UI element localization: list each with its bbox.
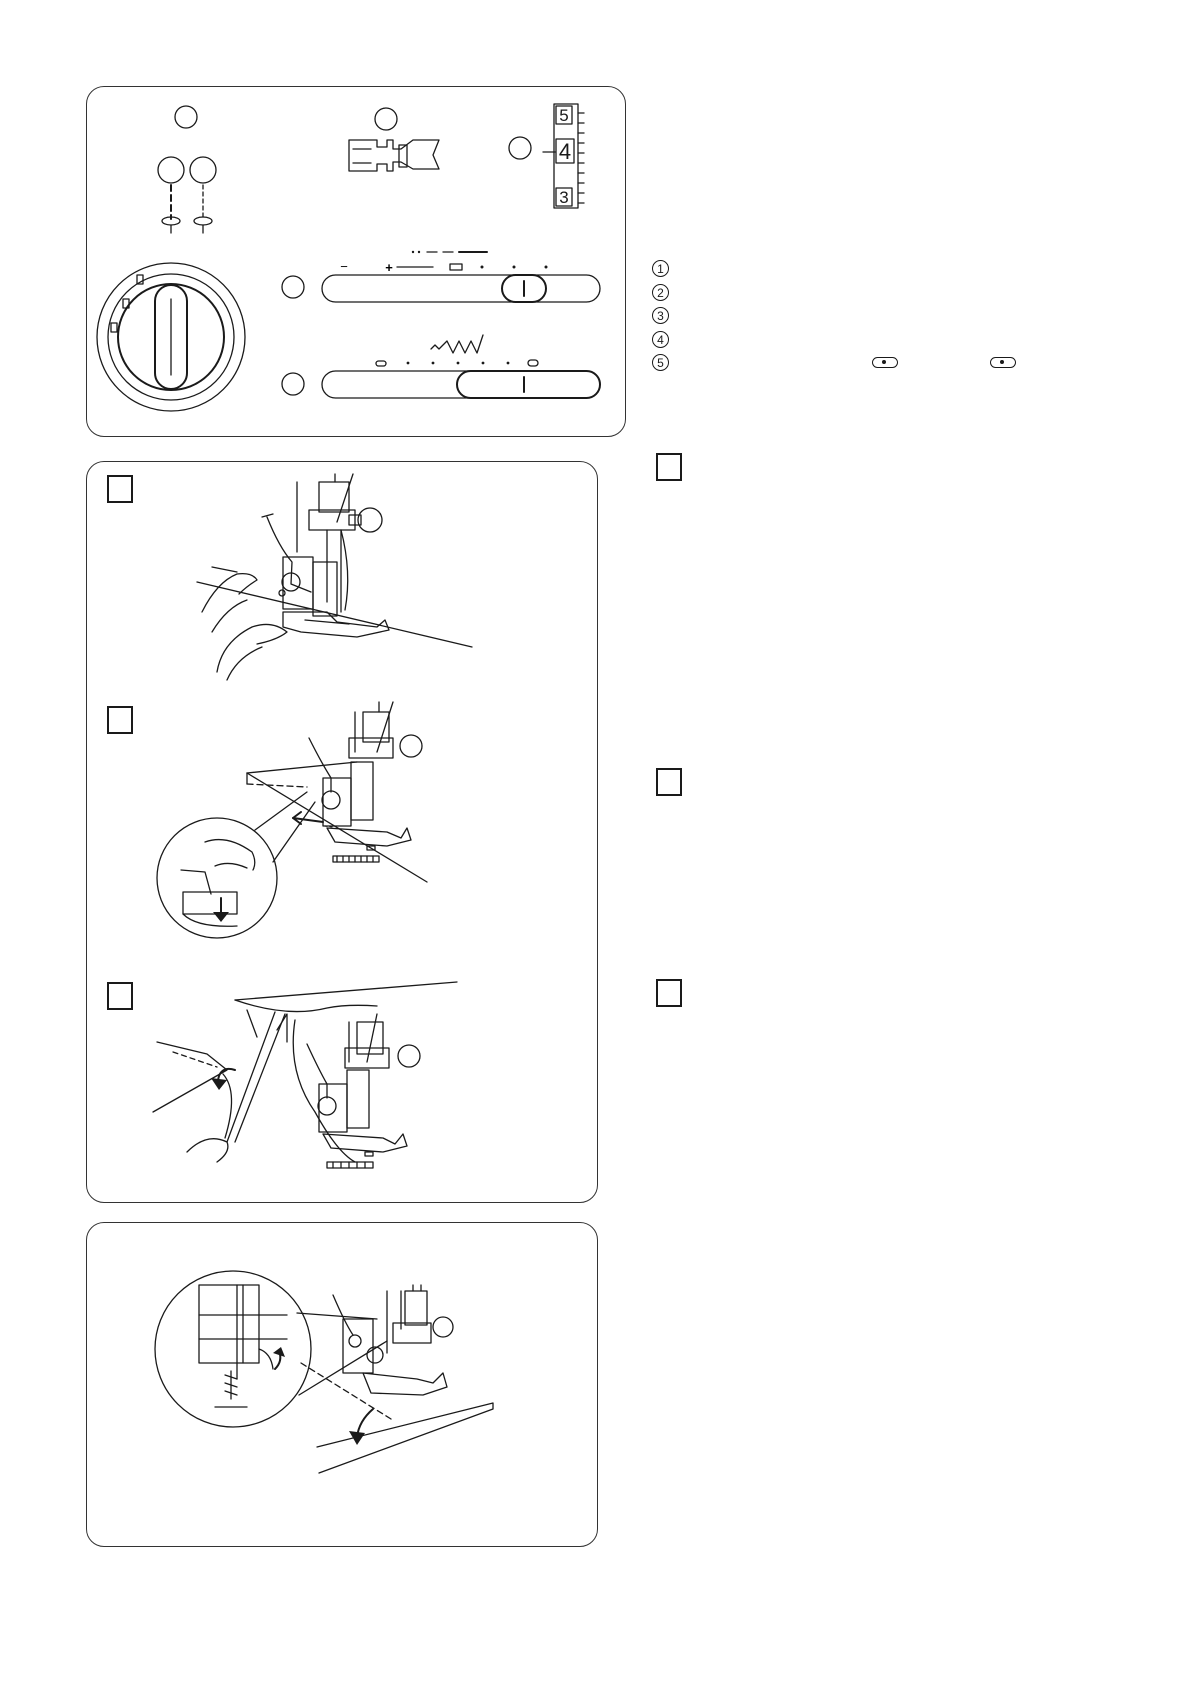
length-minus-label: − <box>340 259 348 274</box>
callout-circle-width <box>282 373 304 395</box>
step-box-1 <box>656 453 682 481</box>
legend-number: 5 <box>652 354 669 371</box>
thread-cutter-icon <box>153 982 457 1162</box>
length-plus-label: + <box>385 260 393 275</box>
callout-circle-2 <box>375 108 397 130</box>
legend-number: 1 <box>652 260 669 277</box>
pressure-digit-5: 5 <box>559 106 569 125</box>
stitch-length-slider-icon <box>322 251 600 302</box>
settings-illustration <box>87 87 625 436</box>
needle-zoom-icon <box>155 1271 387 1427</box>
legend-number: 4 <box>652 331 669 348</box>
legend-item <box>652 305 1052 329</box>
needle-left-position-icon <box>990 357 1016 368</box>
steps-panel <box>86 461 598 1203</box>
stitch-pattern-dial-icon <box>97 263 245 411</box>
sewing-steps-illustration <box>87 462 597 1202</box>
figure-box-1 <box>107 475 133 503</box>
legend-number: 3 <box>652 307 669 324</box>
needle-position-icon <box>162 185 212 233</box>
hands-icon <box>202 574 287 680</box>
callout-circle-3 <box>509 137 531 159</box>
presser-foot-icon <box>197 474 472 647</box>
presser-pressure-scale <box>543 104 584 208</box>
legend-item <box>652 258 1052 282</box>
legend-list <box>652 258 1052 376</box>
needle-left-position-icon <box>872 357 898 368</box>
corner-illustration <box>87 1223 597 1546</box>
pressure-digit-4: 4 <box>558 139 572 164</box>
callout-circle-length <box>282 276 304 298</box>
corner-panel <box>86 1222 598 1547</box>
figure-box-3 <box>107 982 133 1010</box>
presser-foot-icon <box>301 1285 493 1473</box>
pressure-digit-3: 3 <box>559 188 569 207</box>
presser-foot-icon <box>307 1014 420 1168</box>
callout-circle-left-a <box>158 157 184 183</box>
step-box-2 <box>656 768 682 796</box>
step-box-3 <box>656 979 682 1007</box>
presser-foot-icon <box>349 140 439 171</box>
settings-panel <box>86 86 626 437</box>
callout-circle-1 <box>175 106 197 128</box>
legend-number: 2 <box>652 284 669 301</box>
legend-item <box>652 329 1052 353</box>
figure-box-2 <box>107 706 133 734</box>
legend-item <box>652 282 1052 306</box>
presser-foot-icon <box>247 702 427 882</box>
legend-item <box>652 352 1052 376</box>
callout-circle-left-b <box>190 157 216 183</box>
reverse-button-zoom-icon <box>157 792 315 938</box>
stitch-width-slider-icon <box>322 335 600 398</box>
